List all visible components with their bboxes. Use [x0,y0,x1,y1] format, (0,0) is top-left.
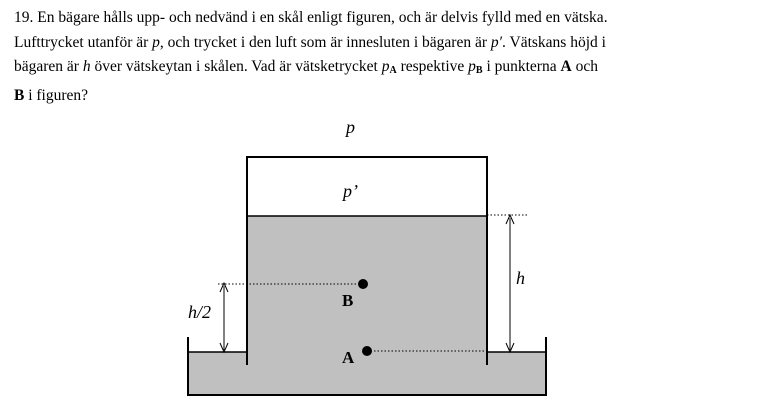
label-point-A: A [342,348,355,367]
label-inside-pressure: p’ [343,181,358,201]
problem-line-3: bägaren är h över vätskeytan i skålen. Vad är vätsketrycket $p_A$ respektive $p_B$ i punkterna A och [14,58,598,76]
point-B-marker [358,279,368,289]
problem-line-4: B i figuren? [14,86,89,104]
label-half-height: h/2 [188,302,212,322]
problem-number: 19. [14,9,34,26]
label-outside-pressure: p [346,117,355,137]
problem-line-1: 19. En bägare hålls upp- och nedvänd i en skål enligt figuren, och är delvis fylld med en vätska. [14,9,608,26]
bowl-liquid [188,352,546,395]
problem-line-2: Lufttrycket utanför är p, och trycket i den luft som är innesluten i bägaren är p′. Vätskans höjd i [14,33,606,51]
point-A-marker [362,346,372,356]
label-point-B: B [342,291,354,310]
label-height: h [516,268,525,288]
